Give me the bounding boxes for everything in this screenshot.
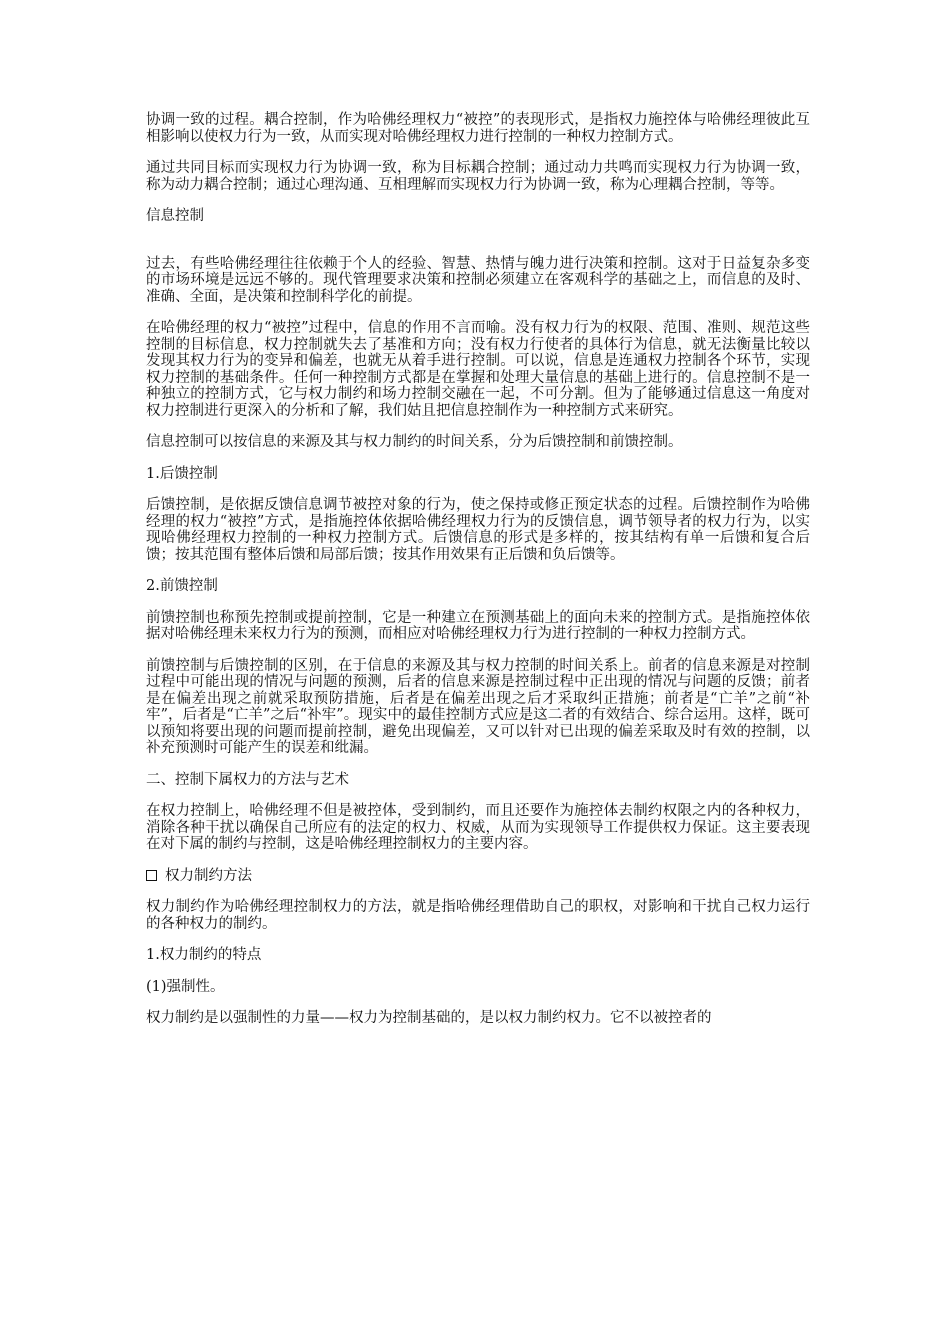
heading-text: 权力制约方法 — [165, 867, 252, 884]
paragraph: 后馈控制，是依据反馈信息调节被控对象的行为，使之保持或修正预定状态的过程。后馈控制作为哈佛经理的权力“被控”方式，是指施控体依据哈佛经理权力行为的反馈信息，调节领导者的权力行为，以实现哈佛经理权力控制的一种权力控制方式。后馈信息的形式是多样的，按其结构有单一后馈和复合后馈；按其范围有整体后馈和局部后馈；按其作用效果有正后馈和负后馈等。 — [146, 497, 810, 563]
heading-feedforward-control: 2.前馈控制 — [146, 578, 218, 594]
spacer — [146, 240, 810, 256]
paragraph: 前馈控制也称预先控制或提前控制，它是一种建立在预测基础上的面向未来的控制方式。是指施控体依据对哈佛经理未来权力行为的预测，而相应对哈佛经理权力行为进行控制的一种权力控制方式。 — [146, 609, 810, 642]
paragraph: 信息控制可以按信息的来源及其与权力制约的时间关系，分为后馈控制和前馈控制。 — [146, 434, 683, 450]
paragraph: 前馈控制与后馈控制的区别，在于信息的来源及其与权力控制的时间关系上。前者的信息来源是对控制过程中可能出现的情况与问题的预测，后者的信息来源是控制过程中正出现的情况与问题的反馈；前者是在偏差出现之前就采取预防措施，后者是在偏差出现之后才采取纠正措施；前者是“亡羊”之前“补牢”，后者是“亡羊”之后“补牢”。现实中的最佳控制方式应是这二者的有效结合、综合运用。这样，既可以预知将要出现的问题而提前控制，避免出现偏差，又可以针对已出现的偏差采取及时有效的控制，以补充预测时可能产生的误差和纰漏。 — [146, 657, 810, 756]
heading-coercive: (1)强制性。 — [146, 978, 225, 995]
square-bullet-icon — [146, 870, 157, 881]
heading-info-control: 信息控制 — [146, 208, 204, 224]
paragraph: 在哈佛经理的权力“被控”过程中，信息的作用不言而喻。没有权力行为的权限、范围、准则、规范这些控制的目标信息，权力控制就失去了基准和方向；没有权力行使者的具体行为信息，就无法衡量比较以发现其权力行为的变异和偏差，也就无从着手进行控制。可以说，信息是连通权力控制各个环节，实现权力控制的基础条件。任何一种控制方式都是在掌握和处理大量信息的基础上进行的。信息控制不是一种独立的控制方式，它与权力制约和场力控制交融在一起，不可分割。但为了能够通过信息这一角度对权力控制进行更深入的分析和了解，我们姑且把信息控制作为一种控制方式来研究。 — [146, 320, 810, 419]
heading-features: 1.权力制约的特点 — [146, 947, 262, 963]
paragraph: 权力制约作为哈佛经理控制权力的方法，就是指哈佛经理借助自己的职权，对影响和干扰自己权力运行的各种权力的制约。 — [146, 899, 810, 932]
paragraph: 通过共同目标而实现权力行为协调一致，称为目标耦合控制；通过动力共鸣而实现权力行为协调一致，称为动力耦合控制；通过心理沟通、互相理解而实现权力行为协调一致，称为心理耦合控制，等等。 — [146, 160, 810, 193]
paragraph: 协调一致的过程。耦合控制，作为哈佛经理权力“被控”的表现形式，是指权力施控体与哈佛经理彼此互相影响以使权力行为一致，从而实现对哈佛经理权力进行控制的一种权力控制方式。 — [146, 112, 810, 145]
heading-section-2: 二、控制下属权力的方法与艺术 — [146, 771, 349, 788]
heading-feedback-control: 1.后馈控制 — [146, 465, 218, 482]
paragraph: 过去，有些哈佛经理往往依赖于个人的经验、智慧、热情与魄力进行决策和控制。这对于日益复杂多变的市场环境是远远不够的。现代管理要求决策和控制必须建立在客观科学的基础之上，而信息的及时、准确、全面，是决策和控制科学化的前提。 — [146, 255, 810, 305]
heading-power-restriction-methods — [146, 868, 810, 885]
document-page — [146, 112, 810, 1042]
paragraph: 在权力控制上，哈佛经理不但是被控体，受到制约，而且还要作为施控体去制约权限之内的各种权力，消除各种干扰以确保自己所应有的法定的权力、权威，从而为实现领导工作提供权力保证。这主要表现在对下属的制约与控制，这是哈佛经理控制权力的主要内容。 — [146, 803, 810, 852]
paragraph: 权力制约是以强制性的力量——权力为控制基础的，是以权力制约权力。它不以被控者的 — [146, 1010, 712, 1026]
